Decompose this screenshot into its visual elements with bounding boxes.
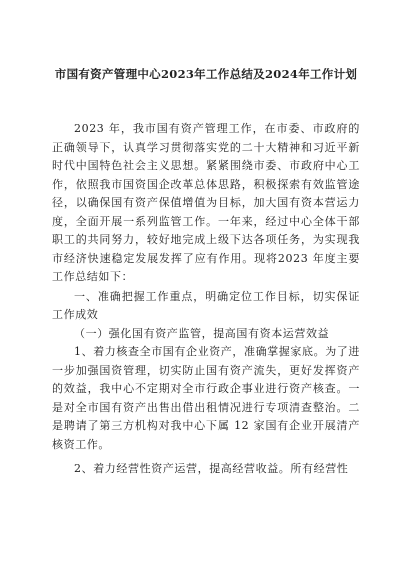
subsection-heading-1: （一）强化国有资产监管，提高国有资本运营效益 [74,326,330,340]
document-title: 市国有资产管理中心2023年工作总结及2024年工作计划 [54,67,358,81]
intro-paragraph: 2023 年，我市国有资产管理工作，在市委、市政府的正确领导下，认真学习贯彻落实党的二十大精神和习近平新时代中国特色社会主义思想。紧紧围绕市委、市政府中心工作，依照我市国资国企改革总体思路，积极探索有效监管途径，以确保国有资产保值增值为目标，加大国有资本营运力度，全面开展一系列监管工作。一年来，经过中心全体干部职工的共同努力，较好地完成上级下达各项任务，为实现我市经济快速稳定发展发挥了应有作用。现将2023 年度主要工作总结如下： [52,122,360,283]
item-paragraph-2: 2、着力经营性资产运营，提高经营收益。所有经营性 [74,462,349,475]
document-body [52,120,360,479]
item-paragraph-1: 1、着力核查全市国有企业资产，准确掌握家底。为了进一步加强国资管理，切实防止国有资产流失，更好发挥资产的效益，我中心不定期对全市行政企事业进行资产核查。一是对全市国有资产出售出借出租情况进行专项清查整治。二是聘请了第三方机构对我中心下属 12 家国有企业开展清产核资工作。 [52,345,360,451]
section-heading-1: 一、准确把握工作重点，明确定位工作目标，切实保证工作成效 [52,289,360,321]
